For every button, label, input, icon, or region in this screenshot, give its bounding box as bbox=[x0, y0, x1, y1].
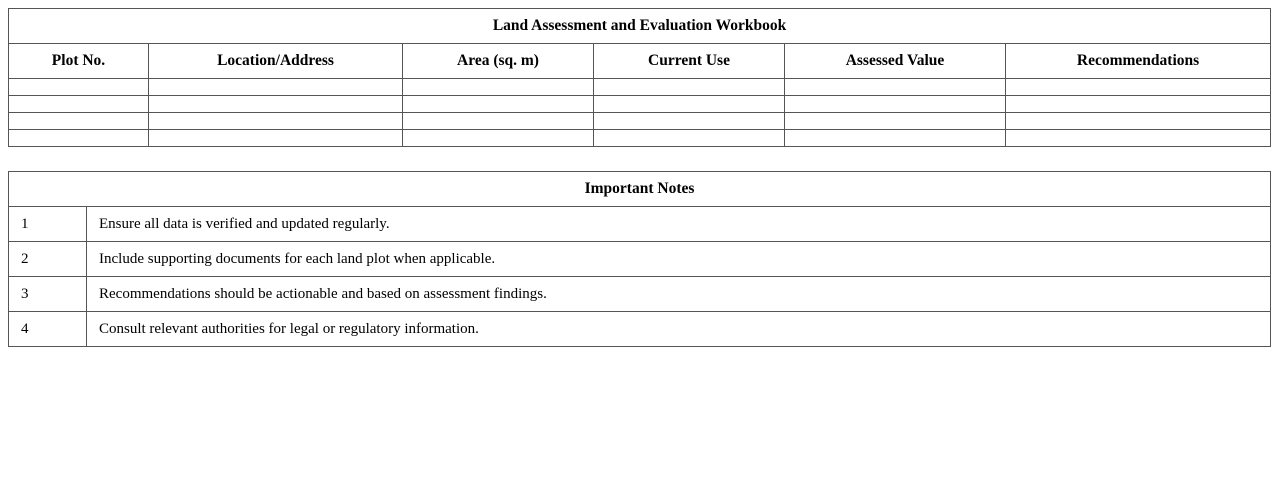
assessment-table bbox=[8, 8, 1271, 147]
table-cell[interactable] bbox=[149, 79, 403, 96]
table-cell[interactable] bbox=[149, 130, 403, 147]
note-number: 2 bbox=[9, 242, 87, 277]
table-cell[interactable] bbox=[785, 130, 1006, 147]
column-header-assessed-value: Assessed Value bbox=[785, 44, 1006, 79]
table-cell[interactable] bbox=[9, 113, 149, 130]
note-number: 3 bbox=[9, 277, 87, 312]
table-cell[interactable] bbox=[1006, 96, 1271, 113]
note-row bbox=[9, 242, 1271, 277]
column-header-area: Area (sq. m) bbox=[403, 44, 594, 79]
table-cell[interactable] bbox=[785, 113, 1006, 130]
table-row bbox=[9, 130, 1271, 147]
note-row bbox=[9, 312, 1271, 347]
column-header-recommendations: Recommendations bbox=[1006, 44, 1271, 79]
table-cell[interactable] bbox=[9, 96, 149, 113]
table-cell[interactable] bbox=[594, 96, 785, 113]
note-row bbox=[9, 277, 1271, 312]
note-text: Ensure all data is verified and updated regularly. bbox=[87, 207, 1271, 242]
table-cell[interactable] bbox=[785, 96, 1006, 113]
note-text: Consult relevant authorities for legal or regulatory information. bbox=[87, 312, 1271, 347]
table-cell[interactable] bbox=[403, 79, 594, 96]
table-cell[interactable] bbox=[785, 79, 1006, 96]
table-cell[interactable] bbox=[149, 96, 403, 113]
column-header-location: Location/Address bbox=[149, 44, 403, 79]
table-row bbox=[9, 79, 1271, 96]
table-row bbox=[9, 113, 1271, 130]
table-cell[interactable] bbox=[594, 130, 785, 147]
column-header-current-use: Current Use bbox=[594, 44, 785, 79]
table-row bbox=[9, 96, 1271, 113]
notes-title: Important Notes bbox=[9, 172, 1271, 207]
note-number: 1 bbox=[9, 207, 87, 242]
table-cell[interactable] bbox=[403, 130, 594, 147]
table-cell[interactable] bbox=[1006, 79, 1271, 96]
table-cell[interactable] bbox=[149, 113, 403, 130]
table-cell[interactable] bbox=[403, 96, 594, 113]
table-cell[interactable] bbox=[1006, 113, 1271, 130]
note-row bbox=[9, 207, 1271, 242]
table-cell[interactable] bbox=[594, 79, 785, 96]
note-text: Recommendations should be actionable and based on assessment findings. bbox=[87, 277, 1271, 312]
note-number: 4 bbox=[9, 312, 87, 347]
note-text: Include supporting documents for each land plot when applicable. bbox=[87, 242, 1271, 277]
notes-table bbox=[8, 171, 1271, 347]
column-header-plot-no: Plot No. bbox=[9, 44, 149, 79]
table-cell[interactable] bbox=[9, 130, 149, 147]
table-cell[interactable] bbox=[403, 113, 594, 130]
table-cell[interactable] bbox=[594, 113, 785, 130]
table-cell[interactable] bbox=[1006, 130, 1271, 147]
assessment-title: Land Assessment and Evaluation Workbook bbox=[9, 9, 1271, 44]
table-cell[interactable] bbox=[9, 79, 149, 96]
